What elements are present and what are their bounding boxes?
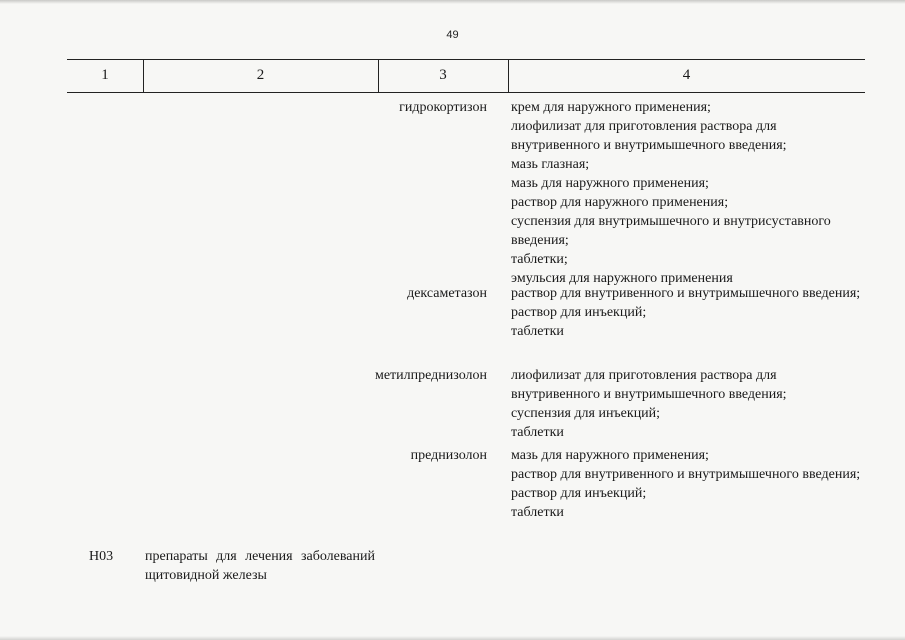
dosage-forms-hydrocortisone	[511, 98, 865, 288]
column-header-4: 4	[682, 67, 691, 83]
scan-edge-top	[0, 0, 905, 4]
dosage-form: лиофилизат для приготовления раствора для внутривенного и внутримышечного введения;	[511, 119, 787, 153]
table-header-bottom-border	[67, 92, 865, 93]
column-header-3: 3	[439, 67, 447, 83]
dosage-forms-prednisolone	[511, 446, 865, 522]
dosage-form: суспензия для внутримышечного и внутрисуставного введения;	[511, 214, 831, 248]
drug-name-methylprednisolone: метилпреднизолон	[374, 368, 487, 383]
dosage-form: мазь глазная;	[511, 157, 590, 172]
dosage-form: раствор для инъекций;	[511, 305, 647, 320]
dosage-forms-methylprednisolone	[511, 366, 865, 442]
atc-group-name: препараты для лечения заболеваний щитовидной железы	[145, 549, 375, 583]
dosage-form: лиофилизат для приготовления раствора для внутривенного и внутримышечного введения;	[511, 368, 787, 402]
dosage-form: раствор для инъекций;	[511, 486, 647, 501]
dosage-form: таблетки	[511, 425, 564, 440]
atc-group-code: H03	[89, 549, 114, 564]
dosage-form: таблетки;	[511, 252, 568, 267]
dosage-form: мазь для наружного применения;	[511, 448, 709, 463]
dosage-form: раствор для внутривенного и внутримышечного введения;	[511, 286, 861, 301]
dosage-form: крем для наружного применения;	[511, 100, 711, 115]
column-header-2: 2	[256, 67, 265, 83]
page-number: 49	[446, 29, 459, 41]
table-header-top-border	[67, 59, 865, 60]
dosage-form: таблетки	[511, 324, 564, 339]
dosage-form: таблетки	[511, 505, 564, 520]
drug-name-hydrocortisone: гидрокортизон	[399, 100, 487, 115]
dosage-form: мазь для наружного применения;	[511, 176, 709, 191]
dosage-form: раствор для наружного применения;	[511, 195, 729, 210]
scan-edge-bottom	[0, 636, 905, 640]
dosage-form: эмульсия для наружного применения	[511, 271, 733, 286]
dosage-form: суспензия для инъекций;	[511, 406, 661, 421]
dosage-form: раствор для внутривенного и внутримышечного введения;	[511, 467, 861, 482]
drug-name-dexamethasone: дексаметазон	[407, 286, 487, 301]
dosage-forms-dexamethasone	[511, 284, 865, 341]
drug-name-prednisolone: преднизолон	[410, 448, 487, 463]
column-header-1: 1	[101, 67, 109, 83]
